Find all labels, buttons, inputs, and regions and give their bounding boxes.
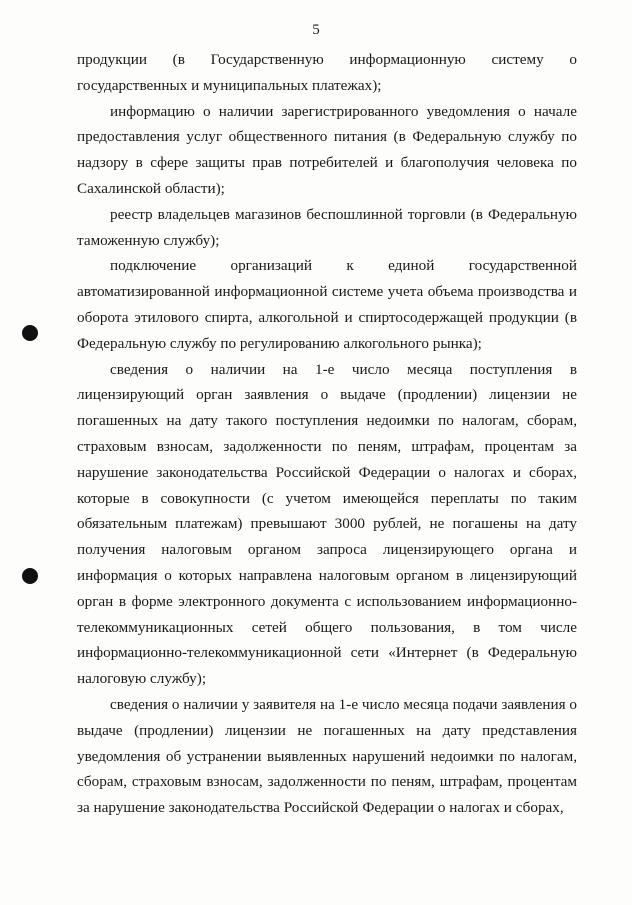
paragraph: подключение организаций к единой государственной автоматизированной информационной системе учета объема производства и оборота этилового спирта, алкогольной и спиртосодержащей продукции (в Федеральную службу по регулированию алкогольного рынка); [77, 257, 577, 352]
paragraph: продукции (в Государственную информационную систему о государственных и муниципальных платежах); [77, 51, 577, 94]
paragraph: сведения о наличии у заявителя на 1-е число месяца подачи заявления о выдаче (продлении) лицензии не погашенных на дату представления уведомления об устранении выявленных нарушений недоимки по налогам, сборам, страховым взносам, задолженности по пеням, штрафам, процентам за нарушение законодательства Российской Федерации о налогах и сборах, [77, 695, 577, 817]
punch-hole [22, 568, 38, 584]
punch-hole [22, 325, 38, 341]
document-body [77, 47, 577, 821]
page-number: 5 [312, 22, 320, 38]
paragraph: сведения о наличии на 1-е число месяца поступления в лицензирующий орган заявления о выдаче (продлении) лицензии не погашенных на дату такого поступления недоимки по налогам, сборам, страховым взносам, задолженности по пеням, штрафам, процентам за нарушение законодательства Российской Федерации о налогах и сборах, которые в совокупности (с учетом имеющейся переплаты по таким обязательным платежам) превышают 3000 рублей, не погашены на дату получения налоговым органом запроса лицензирующего органа и информация о которых направлена налоговым органом в лицензирующий орган в форме электронного документа с использованием информационно-телекоммуникационных сетей общего пользования, в том числе информационно-телекоммуникационной сети «Интернет (в Федеральную налоговую службу); [77, 360, 577, 688]
paragraph: информацию о наличии зарегистрированного уведомления о начале предоставления услуг общественного питания (в Федеральную службу по надзору в сфере защиты прав потребителей и благополучия человека по Сахалинской области); [77, 102, 577, 197]
paragraph: реестр владельцев магазинов беспошлинной торговли (в Федеральную таможенную службу); [77, 205, 577, 249]
